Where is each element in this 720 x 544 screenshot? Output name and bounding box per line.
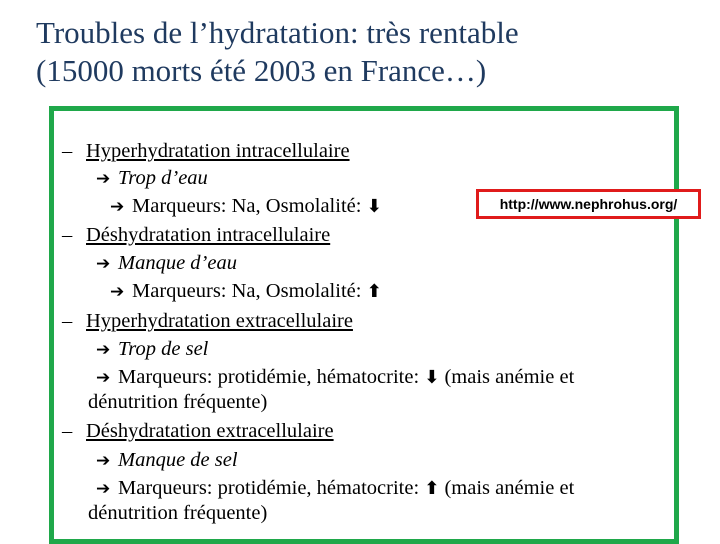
item-2-heading-line bbox=[62, 222, 330, 248]
item-3-heading-line bbox=[62, 308, 353, 334]
item-2-cause: Manque d’eau bbox=[118, 252, 237, 274]
item-1-heading: Hyperhydratation intracellulaire bbox=[86, 140, 350, 162]
item-2-cause-line bbox=[96, 250, 237, 277]
arrow-up-icon: ⬆ bbox=[424, 478, 440, 499]
slide-title bbox=[36, 14, 696, 90]
arrow-right-icon: ➔ bbox=[110, 282, 125, 302]
item-3-note-cont: dénutrition fréquente) bbox=[88, 391, 268, 413]
bullet-dash: – bbox=[62, 420, 73, 442]
item-3-note: (mais anémie et bbox=[444, 366, 575, 388]
arrow-right-icon: ➔ bbox=[96, 254, 111, 274]
item-1-cause-line bbox=[96, 165, 208, 192]
item-4-cause: Manque de sel bbox=[118, 449, 238, 471]
arrow-right-icon: ➔ bbox=[96, 340, 111, 360]
item-4-cause-line bbox=[96, 447, 238, 474]
item-4-markers: Marqueurs: protidémie, hématocrite: bbox=[118, 477, 420, 499]
title-line-2: (15000 morts été 2003 en France…) bbox=[36, 53, 487, 88]
item-1-markers: Marqueurs: Na, Osmolalité: bbox=[132, 195, 362, 217]
item-1-markers-line bbox=[110, 193, 382, 220]
bullet-dash: – bbox=[62, 140, 73, 162]
item-4-markers-line bbox=[96, 475, 574, 502]
arrow-right-icon: ➔ bbox=[96, 451, 111, 471]
item-2-heading: Déshydratation intracellulaire bbox=[86, 224, 331, 246]
item-4-note-cont: dénutrition fréquente) bbox=[88, 502, 268, 524]
arrow-right-icon: ➔ bbox=[96, 479, 111, 499]
item-4-heading: Déshydratation extracellulaire bbox=[86, 420, 334, 442]
item-3-markers-line bbox=[96, 364, 574, 391]
arrow-right-icon: ➔ bbox=[96, 169, 111, 189]
item-2-markers-line bbox=[110, 278, 382, 305]
item-3-markers: Marqueurs: protidémie, hématocrite: bbox=[118, 366, 420, 388]
item-3-cause-line bbox=[96, 336, 208, 363]
item-3-heading: Hyperhydratation extracellulaire bbox=[86, 310, 353, 332]
bullet-dash: – bbox=[62, 224, 73, 246]
arrow-down-icon: ⬇ bbox=[366, 196, 382, 217]
arrow-up-icon: ⬆ bbox=[366, 281, 382, 302]
item-2-markers: Marqueurs: Na, Osmolalité: bbox=[132, 280, 362, 302]
arrow-right-icon: ➔ bbox=[96, 368, 111, 388]
item-4-note: (mais anémie et bbox=[444, 477, 575, 499]
item-4-note-cont-line bbox=[88, 500, 267, 526]
title-line-1: Troubles de l’hydratation: très rentable bbox=[36, 15, 519, 50]
item-3-cause: Trop de sel bbox=[118, 338, 209, 360]
arrow-right-icon: ➔ bbox=[110, 197, 125, 217]
item-3-note-cont-line bbox=[88, 389, 267, 415]
arrow-down-icon: ⬇ bbox=[424, 367, 440, 388]
item-4-heading-line bbox=[62, 418, 334, 444]
item-1-cause: Trop d’eau bbox=[118, 167, 208, 189]
url-link[interactable]: http://www.nephrohus.org/ bbox=[476, 189, 701, 219]
item-1-heading-line bbox=[62, 138, 350, 164]
bullet-dash: – bbox=[62, 310, 73, 332]
